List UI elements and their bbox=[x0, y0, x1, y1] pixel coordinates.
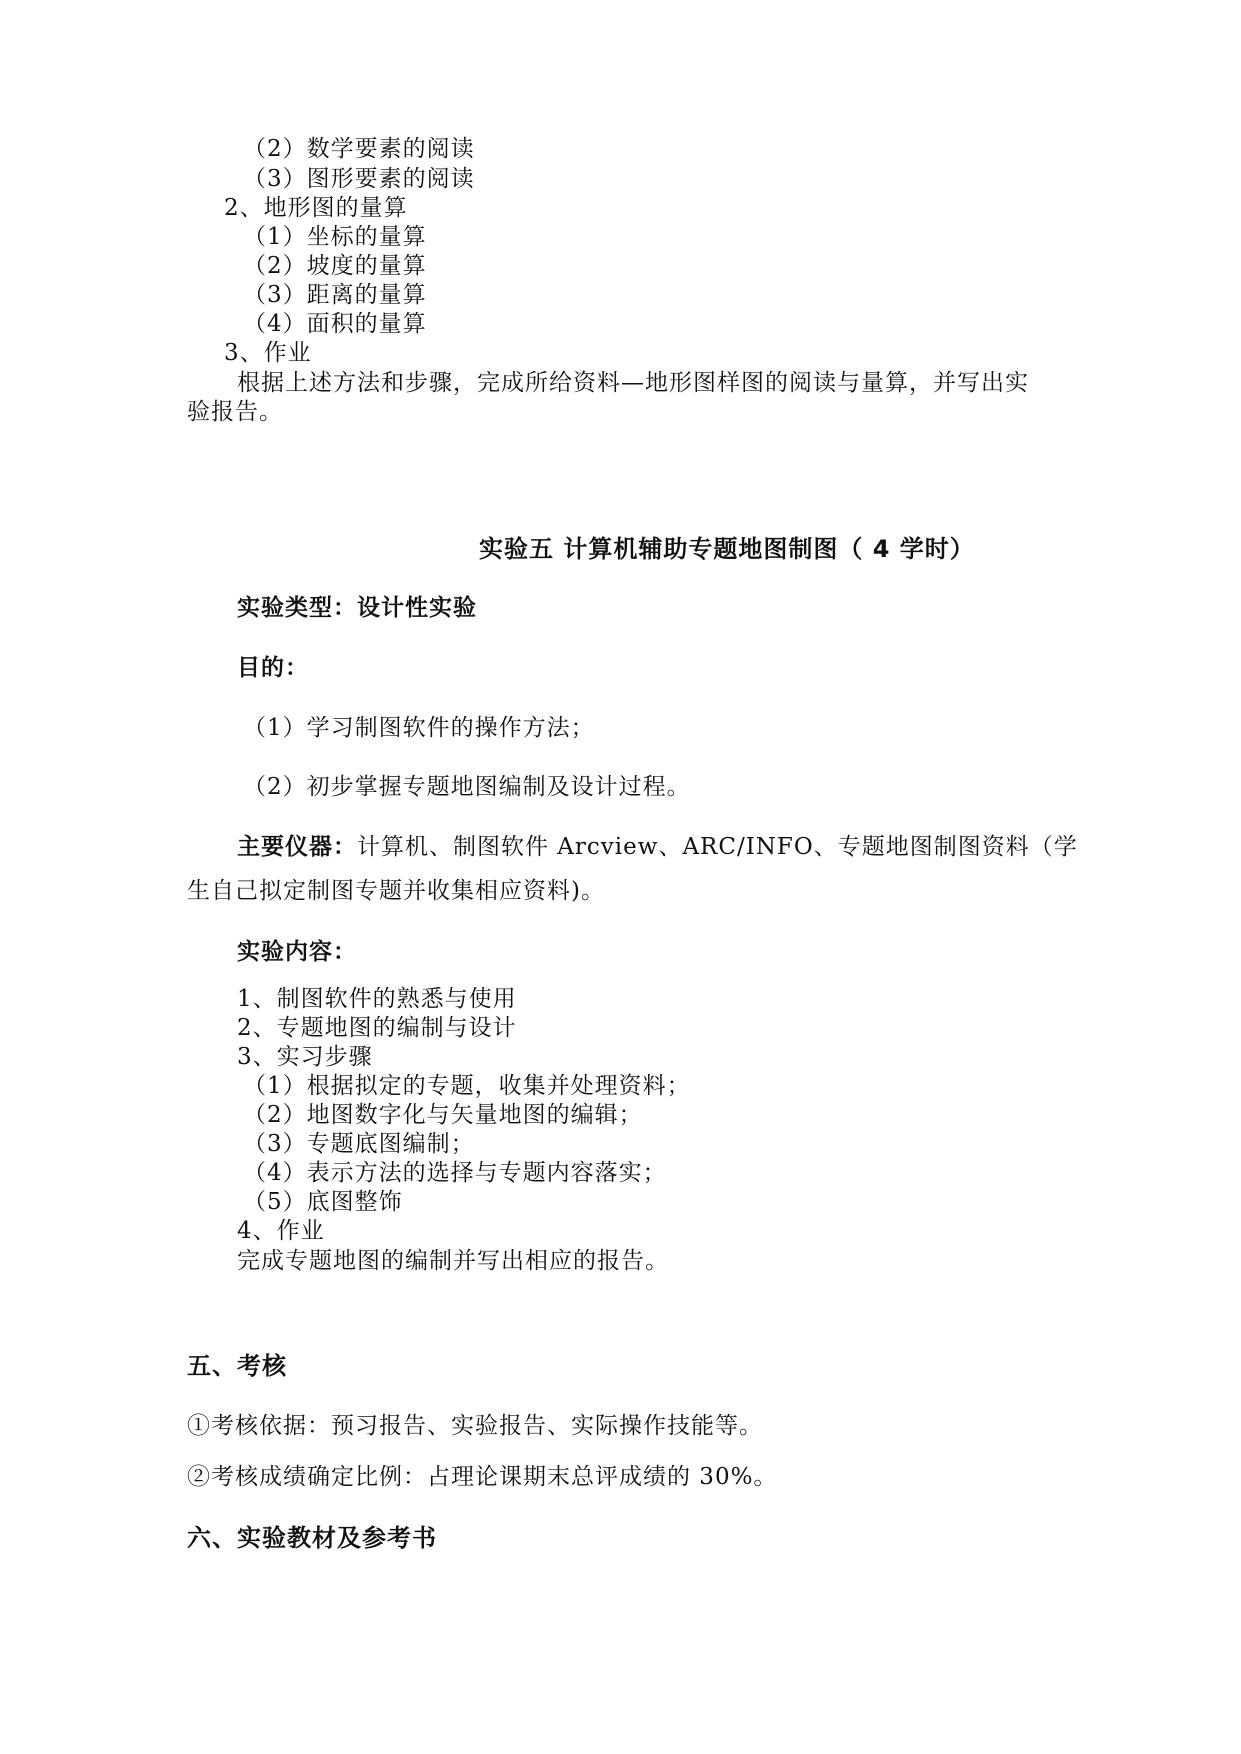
list-item: 3、作业 bbox=[224, 340, 312, 366]
list-item: （2）坡度的量算 bbox=[243, 253, 427, 279]
experiment-type: 实验类型：设计性实验 bbox=[237, 595, 477, 621]
content-label: 实验内容： bbox=[237, 939, 357, 965]
content-item: （4）表示方法的选择与专题内容落实； bbox=[243, 1160, 667, 1186]
content-item: 1、制图软件的熟悉与使用 bbox=[237, 986, 517, 1012]
list-item: （3）图形要素的阅读 bbox=[243, 166, 475, 192]
equipment-label: 主要仪器： bbox=[237, 834, 357, 860]
assessment-item: ②考核成绩确定比例：占理论课期末总评成绩的 30%。 bbox=[187, 1464, 778, 1490]
content-item: 2、专题地图的编制与设计 bbox=[237, 1015, 517, 1041]
list-item: （4）面积的量算 bbox=[243, 311, 427, 337]
homework-paragraph: 验报告。 bbox=[187, 399, 283, 425]
assessment-item: ①考核依据：预习报告、实验报告、实际操作技能等。 bbox=[187, 1413, 763, 1439]
list-item: 2、地形图的量算 bbox=[224, 195, 408, 221]
list-item: （1）坐标的量算 bbox=[243, 224, 427, 250]
purpose-item: （1）学习制图软件的操作方法； bbox=[243, 715, 595, 741]
homework-text: 完成专题地图的编制并写出相应的报告。 bbox=[237, 1248, 669, 1274]
equipment-line bbox=[237, 832, 1078, 862]
experiment-title: 实验五 计算机辅助专题地图制图（ 4 学时） bbox=[479, 535, 975, 563]
content-item: 3、实习步骤 bbox=[237, 1044, 373, 1070]
content-item: （5）底图整饰 bbox=[243, 1189, 403, 1215]
list-item: （3）距离的量算 bbox=[243, 282, 427, 308]
equipment-text-continued: 生自己拟定制图专题并收集相应资料)。 bbox=[187, 878, 605, 904]
section-heading: 五、考核 bbox=[187, 1352, 287, 1380]
list-item: （2）数学要素的阅读 bbox=[243, 136, 475, 162]
content-item: 4、作业 bbox=[237, 1218, 325, 1244]
purpose-label: 目的： bbox=[237, 655, 309, 681]
content-item: （1）根据拟定的专题，收集并处理资料； bbox=[243, 1073, 691, 1099]
equipment-text: 计算机、制图软件 Arcview、ARC/INFO、专题地图制图资料（学 bbox=[357, 834, 1078, 860]
purpose-item: （2）初步掌握专题地图编制及设计过程。 bbox=[243, 774, 691, 800]
content-item: （3）专题底图编制； bbox=[243, 1131, 475, 1157]
homework-paragraph: 根据上述方法和步骤，完成所给资料—地形图样图的阅读与量算，并写出实 bbox=[237, 370, 1029, 396]
content-item: （2）地图数字化与矢量地图的编辑； bbox=[243, 1102, 643, 1128]
section-heading: 六、实验教材及参考书 bbox=[187, 1524, 437, 1552]
